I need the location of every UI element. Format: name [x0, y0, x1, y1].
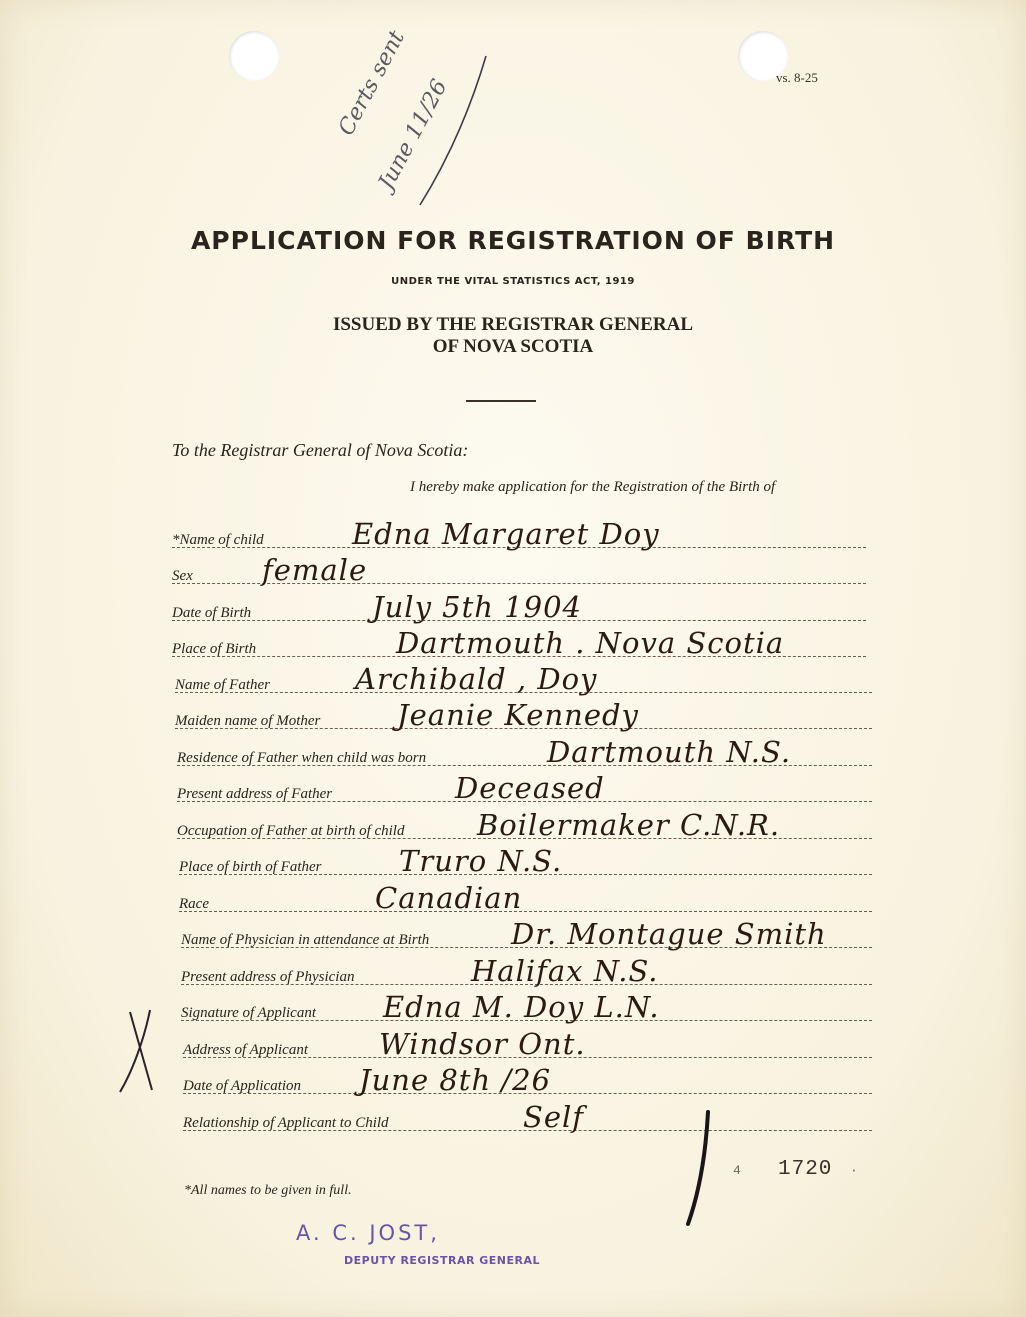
field-value: female [262, 553, 368, 587]
stamp-title: DEPUTY REGISTRAR GENERAL [344, 1254, 541, 1267]
field-value: Archibald , Doy [355, 662, 598, 696]
field-label: Date of Application [183, 1078, 302, 1094]
intro-line: I hereby make application for the Registration of the Birth of [410, 479, 776, 495]
field-value: Edna M. Doy L.N. [383, 990, 660, 1024]
field-value: Deceased [455, 771, 605, 805]
field-label: Relationship of Applicant to Child [183, 1115, 389, 1131]
field-label: *Name of child [172, 532, 264, 548]
field-value: Boilermaker C.N.R. [477, 808, 781, 842]
field-value: Jeanie Kennedy [397, 698, 639, 732]
field-label: Maiden name of Mother [175, 713, 321, 729]
field-label: Present address of Father [177, 786, 333, 802]
field-label: Address of Applicant [183, 1042, 308, 1058]
field-label: Sex [172, 568, 193, 584]
form-subtitle: UNDER THE VITAL STATISTICS ACT, 1919 [391, 276, 635, 287]
field-label: Place of birth of Father [179, 859, 322, 875]
form-code: vs. 8-25 [776, 70, 818, 85]
registration-prefix: 4 [733, 1163, 741, 1178]
registration-number: 1720 [778, 1158, 833, 1181]
registration-dot: · [850, 1163, 858, 1178]
field-value: July 5th 1904 [372, 590, 582, 624]
field-label: Residence of Father when child was born [177, 750, 427, 766]
issuer-line-2: OF NOVA SCOTIA [432, 336, 594, 357]
stamp-name: A. C. JOST, [296, 1221, 440, 1245]
handwritten-note-line2: June 11/26 [374, 75, 453, 194]
field-value: Canadian [375, 881, 523, 915]
field-value: Halifax N.S. [471, 954, 659, 988]
field-label: Race [179, 896, 209, 912]
field-label: Date of Birth [172, 605, 252, 621]
applicant-x-mark [120, 1010, 152, 1092]
field-value: Dartmouth N.S. [547, 735, 792, 769]
field-label: Present address of Physician [181, 969, 355, 985]
field-label: Occupation of Father at birth of child [177, 823, 405, 839]
field-label: Name of Father [175, 677, 270, 693]
footnote: *All names to be given in full. [184, 1183, 352, 1198]
field-value: Self [523, 1100, 585, 1134]
field-value: Edna Margaret Doy [352, 517, 660, 551]
addressee-line: To the Registrar General of Nova Scotia: [172, 440, 469, 460]
form-title: APPLICATION FOR REGISTRATION OF BIRTH [190, 226, 836, 255]
annotation-slash [420, 56, 486, 205]
field-value: Dr. Montague Smith [511, 917, 827, 951]
field-label: Signature of Applicant [181, 1005, 316, 1021]
handwritten-note-line1: Certs sent [334, 26, 410, 140]
field-value: Truro N.S. [399, 844, 563, 878]
field-label: Name of Physician in attendance at Birth [181, 932, 430, 948]
issuer-line-1: ISSUED BY THE REGISTRAR GENERAL [332, 314, 694, 335]
field-value: June 8th /26 [359, 1063, 552, 1097]
field-value: Dartmouth . Nova Scotia [396, 626, 785, 660]
field-value: Windsor Ont. [379, 1027, 586, 1061]
field-label: Place of Birth [172, 641, 257, 657]
verification-stroke [688, 1112, 708, 1224]
